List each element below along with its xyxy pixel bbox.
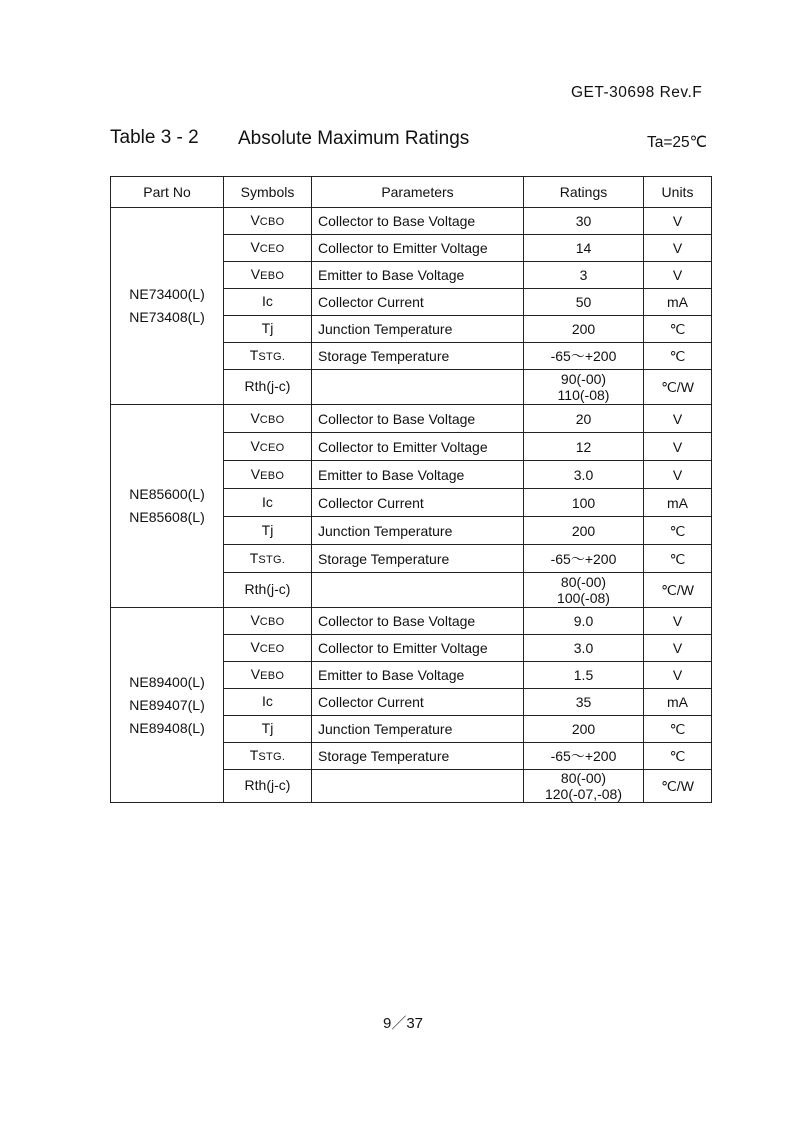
- unit-cell: V: [644, 262, 712, 289]
- rating-value: 100(-08): [557, 590, 610, 606]
- unit-cell: ℃/W: [644, 770, 712, 803]
- symbol-main: Tj: [261, 521, 274, 538]
- unit-cell: mA: [644, 289, 712, 316]
- symbol-cell: [224, 343, 312, 370]
- unit-cell: V: [644, 461, 712, 489]
- symbol-cell: [224, 208, 312, 235]
- table-row: [111, 405, 712, 433]
- symbol-subscript: CBO: [259, 616, 285, 628]
- rating-value: -65〜+200: [550, 550, 617, 567]
- symbol-cell: [224, 433, 312, 461]
- rating-cell: [524, 461, 644, 489]
- symbol-main: Tj: [261, 720, 274, 736]
- symbol-subscript: CBO: [259, 216, 285, 228]
- symbol-main: Rth(j-c): [244, 581, 291, 597]
- rating-cell: [524, 316, 644, 343]
- part-number: NE85608(L): [129, 509, 205, 525]
- symbol-main: V: [250, 212, 260, 228]
- rating-value: 14: [575, 240, 592, 256]
- symbol-subscript: EBO: [260, 469, 285, 482]
- table-row: [111, 208, 712, 235]
- rating-value: 110(-08): [557, 387, 610, 403]
- symbol-subscript: CEO: [259, 643, 285, 655]
- rating-value: 80(-00): [560, 770, 607, 786]
- symbol-main: V: [250, 666, 261, 682]
- symbol-cell: [224, 235, 312, 262]
- rating-value: 200: [571, 721, 596, 737]
- parameter-cell: Collector Current: [312, 489, 524, 517]
- parameter-cell: Storage Temperature: [312, 343, 524, 370]
- symbol-main: V: [250, 465, 261, 482]
- document-id: GET-30698 Rev.F: [571, 84, 703, 101]
- rating-cell: [524, 208, 644, 235]
- unit-cell: ℃: [644, 517, 712, 545]
- rating-value: 35: [575, 694, 592, 710]
- unit-cell: mA: [644, 489, 712, 517]
- parameter-cell: Collector to Emitter Voltage: [312, 235, 524, 262]
- symbol-cell: [224, 316, 312, 343]
- symbol-main: T: [249, 549, 259, 566]
- symbol-main: V: [250, 639, 260, 655]
- symbol-subscript: STG.: [258, 553, 286, 566]
- symbol-cell: [224, 517, 312, 545]
- symbol-main: Ic: [262, 293, 273, 309]
- part-number: NE85600(L): [129, 486, 205, 502]
- unit-cell: V: [644, 405, 712, 433]
- symbol-subscript: CBO: [259, 413, 285, 426]
- rating-cell: [524, 608, 644, 635]
- unit-cell: ℃: [644, 343, 712, 370]
- rating-value: 3.0: [573, 466, 594, 483]
- rating-value: -65〜+200: [550, 348, 617, 364]
- parameter-cell: [312, 573, 524, 608]
- rating-value: 200: [571, 321, 596, 337]
- unit-cell: ℃: [644, 545, 712, 573]
- rating-value: 30: [575, 213, 592, 229]
- part-number: NE73408(L): [129, 309, 205, 325]
- table-row: [111, 608, 712, 635]
- unit-cell: ℃/W: [644, 573, 712, 608]
- column-header-parameters: Parameters: [312, 177, 524, 208]
- unit-cell: V: [644, 608, 712, 635]
- unit-cell: mA: [644, 689, 712, 716]
- absolute-maximum-ratings-table: [110, 176, 712, 803]
- unit-cell: ℃: [644, 716, 712, 743]
- symbol-main: Tj: [261, 320, 274, 336]
- unit-cell: V: [644, 433, 712, 461]
- page-number: 9／37: [382, 1015, 424, 1032]
- rating-cell: [524, 662, 644, 689]
- rating-cell: [524, 716, 644, 743]
- unit-cell: ℃/W: [644, 370, 712, 405]
- unit-cell: V: [644, 208, 712, 235]
- unit-cell: V: [644, 235, 712, 262]
- unit-cell: ℃: [644, 743, 712, 770]
- parameter-cell: Emitter to Base Voltage: [312, 262, 524, 289]
- parameter-cell: Storage Temperature: [312, 743, 524, 770]
- part-number-cell: [111, 608, 224, 803]
- parameter-cell: Emitter to Base Voltage: [312, 461, 524, 489]
- symbol-subscript: EBO: [260, 270, 285, 282]
- rating-value: 12: [575, 438, 592, 455]
- parameter-cell: Collector Current: [312, 289, 524, 316]
- symbol-subscript: STG.: [258, 751, 286, 763]
- rating-cell: [524, 573, 644, 608]
- rating-cell: [524, 743, 644, 770]
- symbol-cell: [224, 573, 312, 608]
- rating-cell: [524, 489, 644, 517]
- symbol-main: Ic: [262, 693, 273, 709]
- column-header-ratings: Ratings: [524, 177, 644, 208]
- rating-cell: [524, 289, 644, 316]
- part-number-cell: [111, 405, 224, 608]
- rating-value: 1.5: [573, 667, 594, 683]
- symbol-cell: [224, 289, 312, 316]
- parameter-cell: Storage Temperature: [312, 545, 524, 573]
- parameter-cell: Emitter to Base Voltage: [312, 662, 524, 689]
- rating-cell: [524, 405, 644, 433]
- unit-cell: V: [644, 635, 712, 662]
- rating-value: 80(-00): [560, 574, 607, 590]
- rating-value: -65〜+200: [550, 748, 617, 764]
- rating-value: 3.0: [573, 640, 594, 656]
- parameter-cell: Collector to Emitter Voltage: [312, 433, 524, 461]
- rating-cell: [524, 262, 644, 289]
- rating-value: 120(-07,-08): [544, 786, 623, 802]
- parameter-cell: Collector to Emitter Voltage: [312, 635, 524, 662]
- symbol-subscript: CEO: [259, 243, 285, 255]
- column-header-units: Units: [644, 177, 712, 208]
- symbol-cell: [224, 405, 312, 433]
- symbol-cell: [224, 489, 312, 517]
- parameter-cell: Junction Temperature: [312, 517, 524, 545]
- rating-cell: [524, 770, 644, 803]
- symbol-subscript: STG.: [258, 351, 286, 363]
- symbol-cell: [224, 770, 312, 803]
- parameter-cell: Collector Current: [312, 689, 524, 716]
- parameter-cell: Junction Temperature: [312, 316, 524, 343]
- symbol-main: V: [250, 239, 260, 255]
- symbol-cell: [224, 662, 312, 689]
- rating-value: 50: [575, 294, 592, 310]
- rating-cell: [524, 635, 644, 662]
- symbol-cell: [224, 689, 312, 716]
- rating-cell: [524, 370, 644, 405]
- rating-value: 90(-00): [560, 371, 607, 387]
- parameter-cell: Junction Temperature: [312, 716, 524, 743]
- rating-cell: [524, 545, 644, 573]
- symbol-main: V: [250, 437, 260, 454]
- parameter-cell: Collector to Base Voltage: [312, 608, 524, 635]
- symbol-cell: [224, 370, 312, 405]
- rating-cell: [524, 235, 644, 262]
- symbol-main: V: [250, 409, 260, 426]
- parameter-cell: Collector to Base Voltage: [312, 405, 524, 433]
- parameter-cell: [312, 770, 524, 803]
- symbol-main: Rth(j-c): [244, 777, 291, 793]
- symbol-subscript: CEO: [259, 441, 285, 454]
- rating-value: 20: [575, 410, 592, 427]
- symbol-main: Ic: [262, 493, 273, 510]
- part-number: NE89408(L): [129, 719, 205, 736]
- rating-cell: [524, 517, 644, 545]
- symbol-main: V: [250, 266, 261, 282]
- symbol-cell: [224, 608, 312, 635]
- column-header-symbols: Symbols: [224, 177, 312, 208]
- rating-cell: [524, 343, 644, 370]
- part-number: NE89400(L): [129, 673, 205, 690]
- symbol-cell: [224, 743, 312, 770]
- table-number: Table 3 - 2: [110, 127, 199, 148]
- symbol-main: Rth(j-c): [244, 378, 291, 394]
- symbol-cell: [224, 461, 312, 489]
- unit-cell: ℃: [644, 316, 712, 343]
- symbol-main: V: [250, 612, 260, 628]
- part-number: NE73400(L): [129, 286, 205, 302]
- rating-value: 3: [579, 267, 588, 283]
- rating-cell: [524, 689, 644, 716]
- unit-cell: V: [644, 662, 712, 689]
- ambient-temperature-condition: Ta=25℃: [647, 134, 708, 151]
- symbol-cell: [224, 545, 312, 573]
- rating-value: 100: [571, 494, 596, 511]
- table-header-row: [111, 177, 712, 208]
- parameter-cell: Collector to Base Voltage: [312, 208, 524, 235]
- symbol-subscript: EBO: [260, 670, 285, 682]
- rating-value: 200: [571, 522, 596, 539]
- rating-value: 9.0: [573, 613, 594, 629]
- rating-cell: [524, 433, 644, 461]
- symbol-main: T: [249, 747, 259, 763]
- parameter-cell: [312, 370, 524, 405]
- symbol-cell: [224, 262, 312, 289]
- symbol-main: T: [249, 347, 259, 363]
- table-title: Absolute Maximum Ratings: [238, 128, 470, 149]
- part-number: NE89407(L): [129, 696, 205, 713]
- part-number-cell: [111, 208, 224, 405]
- symbol-cell: [224, 635, 312, 662]
- symbol-cell: [224, 716, 312, 743]
- column-header-part-no: Part No: [111, 177, 224, 208]
